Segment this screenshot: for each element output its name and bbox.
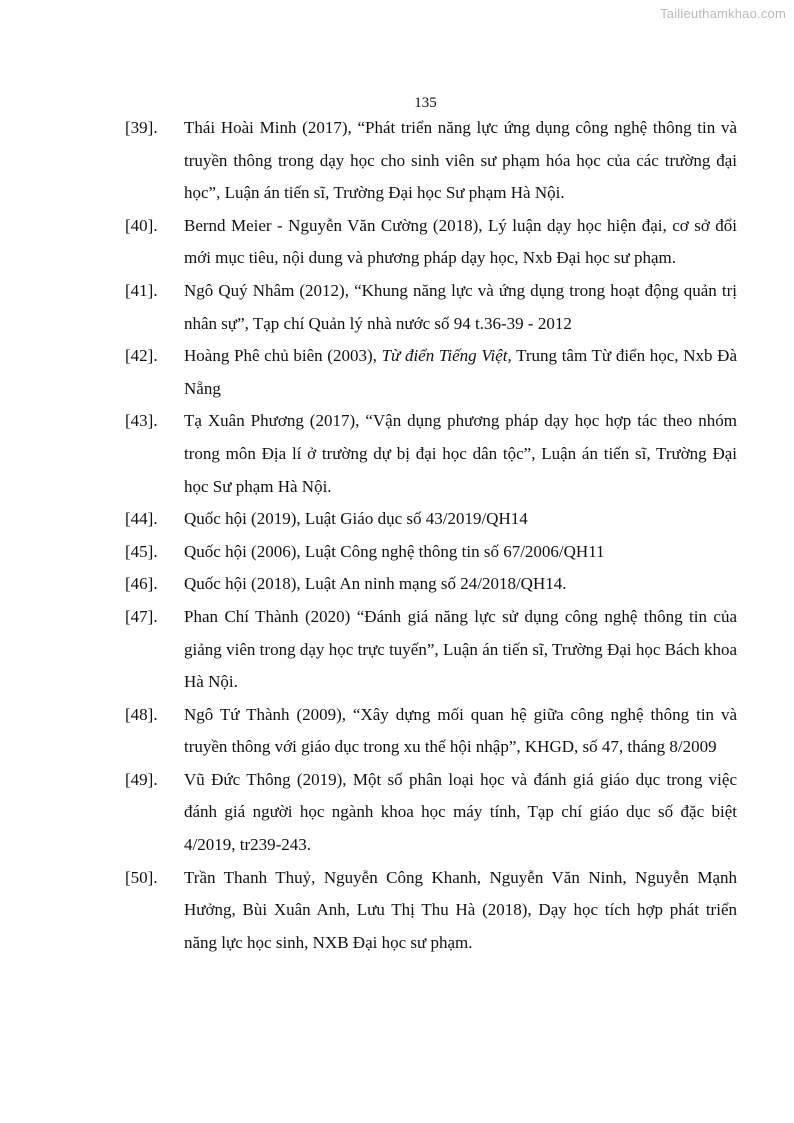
reference-text (184, 112, 737, 210)
reference-text-part: Phan Chí Thành (2020) “Đánh giá năng lực sử dụng công nghệ thông tin của giảng viên trong dạy học trực tuyến”, Luận án tiến sĩ, Trường Đại học Bách khoa Hà Nội. (184, 606, 737, 692)
reference-item (125, 210, 737, 275)
reference-text (184, 601, 737, 699)
reference-text (184, 764, 737, 862)
page-number: 135 (414, 95, 437, 111)
reference-text (184, 275, 737, 340)
reference-item (125, 862, 737, 960)
reference-number: [39]. (125, 118, 158, 137)
reference-text (184, 568, 737, 601)
reference-item (125, 405, 737, 503)
reference-number: [47]. (125, 606, 158, 626)
reference-number: [43]. (125, 411, 158, 431)
reference-item (125, 536, 737, 569)
reference-number: [46]. (125, 574, 158, 594)
reference-text-part: Ngô Quý Nhâm (2012), “Khung năng lực và ứng dụng trong hoạt động quản trị nhân sự”, Tạp chí Quản lý nhà nước số 94 t.36-39 - 2012 (184, 280, 737, 333)
reference-text-part: Quốc hội (2018), Luật An ninh mạng số 24/2018/QH14. (184, 574, 567, 594)
reference-number: [45]. (125, 541, 158, 561)
reference-number: [50]. (125, 867, 158, 887)
reference-item (125, 601, 737, 699)
reference-number: [42]. (125, 346, 158, 366)
reference-text-part: Quốc hội (2019), Luật Giáo dục số 43/2019/QH14 (184, 509, 528, 529)
reference-number: [44]. (125, 509, 158, 529)
reference-text-part: Trần Thanh Thuỷ, Nguyễn Công Khanh, Nguyễn Văn Ninh, Nguyễn Mạnh Hưởng, Bùi Xuân Anh, Lưu Thị Thu Hà (2018), Dạy học tích hợp phát triển năng lực học sinh, NXB Đại học sư phạm. (184, 867, 737, 952)
reference-item (125, 275, 737, 340)
reference-number: [40]. (125, 215, 158, 235)
reference-number: [49]. (125, 769, 158, 789)
reference-number: [48]. (125, 704, 158, 724)
reference-number: [41]. (125, 280, 158, 300)
reference-text (184, 503, 737, 536)
reference-item (125, 340, 737, 405)
reference-title-italic: Từ điển Tiếng Việt, (381, 346, 512, 366)
reference-text-part: Trung tâm Từ điển học, Nxb Đà Nẵng (184, 346, 737, 398)
reference-text (184, 862, 737, 960)
reference-text-part: Bernd Meier - Nguyễn Văn Cường (2018), Lý luận dạy học hiện đại, cơ sở đổi mới mục tiêu, nội dung và phương pháp dạy học, Nxb Đại học sư phạm. (184, 215, 737, 268)
reference-text-part: Tạ Xuân Phương (2017), “Vận dụng phương pháp dạy học hợp tác theo nhóm trong môn Địa lí ở trường dự bị đại học dân tộc”, Luận án tiến sĩ, Trường Đại học Sư phạm Hà Nội. (184, 411, 737, 496)
reference-item (125, 503, 737, 536)
reference-text (184, 699, 737, 764)
reference-text (184, 405, 737, 503)
reference-text-part: Thái Hoài Minh (2017), “Phát triển năng lực ứng dụng công nghệ thông tin và truyền thông trong dạy học cho sinh viên sư phạm hóa học của các trường đại học”, Luận án tiến sĩ, Trường Đại học Sư phạm Hà Nội. (184, 118, 737, 203)
reference-text (184, 210, 737, 275)
reference-text-part: Vũ Đức Thông (2019), Một số phân loại học và đánh giá giáo dục trong việc đánh giá người học ngành khoa học máy tính, Tạp chí giáo dục số đặc biệt 4/2019, tr239-243. (184, 769, 737, 855)
reference-item (125, 764, 737, 862)
reference-text-part: Hoàng Phê chủ biên (2003), (184, 346, 382, 366)
reference-item (125, 112, 737, 210)
reference-text (184, 340, 737, 405)
reference-list (125, 112, 737, 959)
reference-text-part: Ngô Tứ Thành (2009), “Xây dựng mối quan hệ giữa công nghệ thông tin và truyền thông với giáo dục trong xu thế hội nhập”, KHGD, số 47, tháng 8/2009 (184, 704, 737, 757)
reference-item (125, 568, 737, 601)
watermark: Tailieuthamkhao.com (660, 6, 786, 21)
reference-text-part: Quốc hội (2006), Luật Công nghệ thông tin số 67/2006/QH11 (184, 541, 605, 561)
reference-text (184, 536, 737, 569)
reference-item (125, 699, 737, 764)
